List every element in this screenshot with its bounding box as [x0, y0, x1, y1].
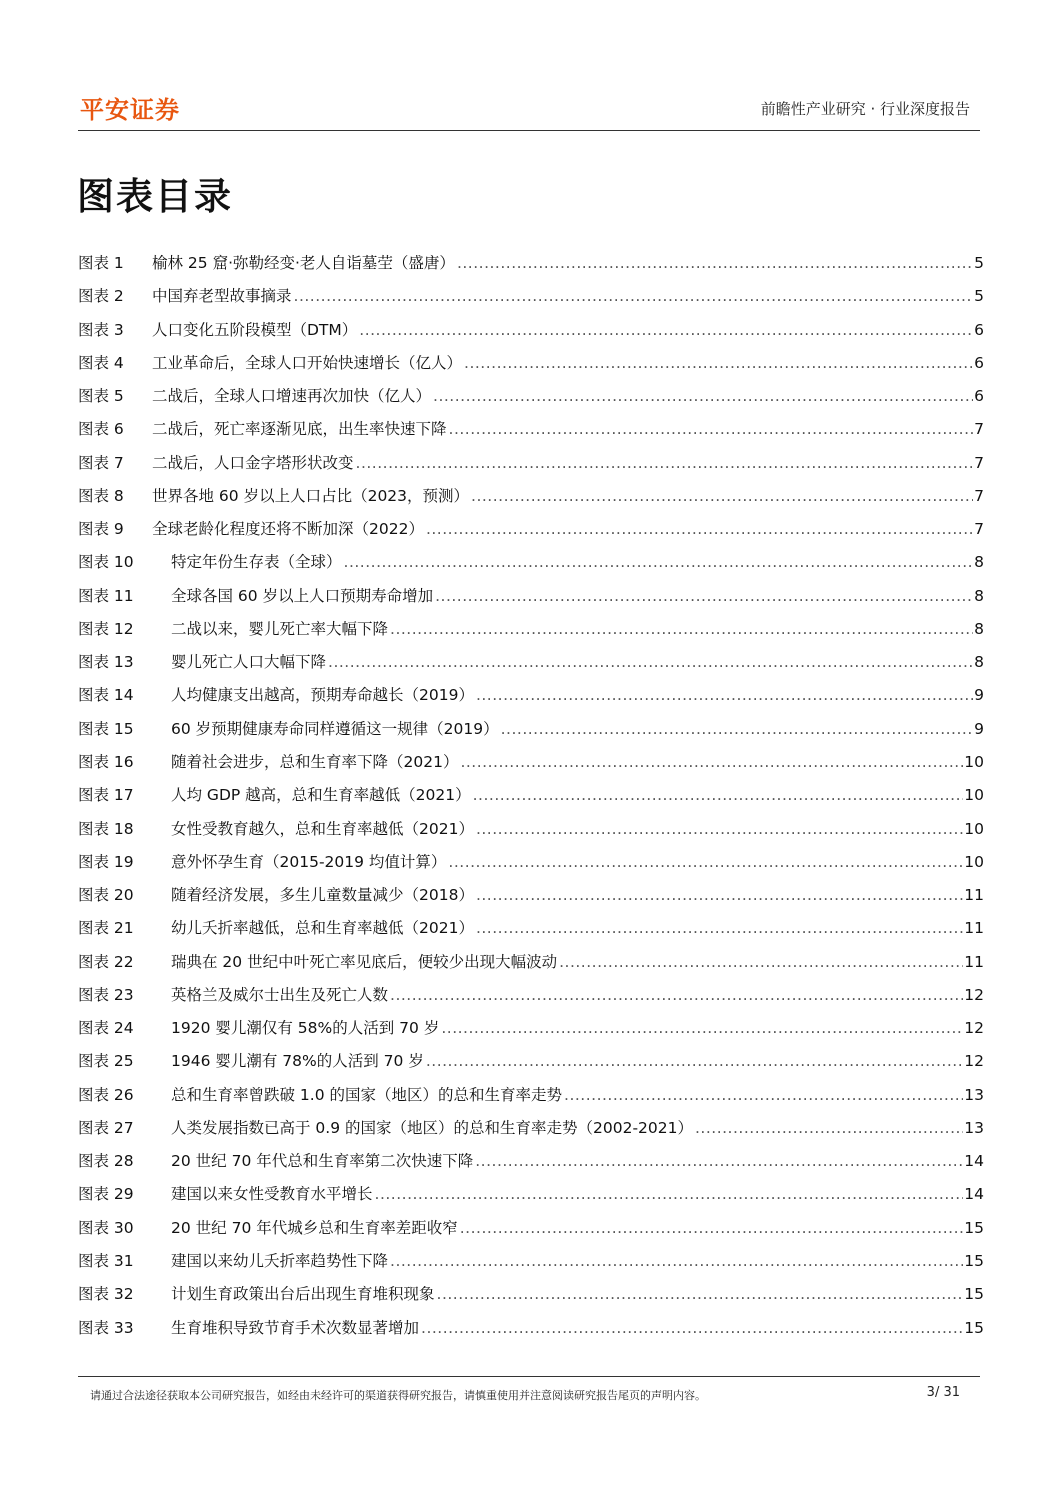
toc-entry-page: 12 [964, 1019, 984, 1038]
toc-entry[interactable] [78, 316, 984, 349]
toc-entry-label: 图表 14 [78, 686, 134, 705]
toc-entry-label: 图表 29 [78, 1185, 134, 1204]
toc-entry[interactable] [78, 415, 984, 448]
toc-entry-title: 人均 GDP 越高，总和生育率越低（2021） [171, 786, 471, 805]
toc-entry[interactable] [78, 1114, 984, 1147]
toc-entry[interactable] [78, 948, 984, 981]
toc-entry-title: 20 世纪 70 年代总和生育率第二次快速下降 [171, 1152, 474, 1171]
toc-entry[interactable] [78, 1047, 984, 1080]
toc-entry[interactable] [78, 781, 984, 814]
toc-dot-leader [435, 582, 973, 610]
toc-entry-page: 6 [974, 320, 984, 339]
toc-entry-label: 图表 3 [78, 320, 124, 339]
toc-entry[interactable] [78, 681, 984, 714]
toc-dot-leader [356, 449, 974, 477]
toc-entry-title: 工业革命后，全球人口开始快速增长（亿人） [152, 353, 463, 372]
toc-dot-leader [476, 681, 973, 709]
toc-entry-title: 总和生育率曾跌破 1.0 的国家（地区）的总和生育率走势 [171, 1085, 563, 1104]
toc-entry-page: 12 [964, 985, 984, 1004]
toc-dot-leader [464, 349, 973, 377]
toc-dot-leader [501, 715, 974, 743]
toc-entry-label: 图表 31 [78, 1251, 134, 1270]
toc-dot-leader [328, 648, 973, 676]
toc-dot-leader [294, 282, 974, 310]
toc-entry-title: 英格兰及威尔士出生及死亡人数 [171, 985, 389, 1004]
toc-entry-page: 7 [974, 486, 984, 505]
toc-entry-page: 12 [964, 1052, 984, 1071]
toc-entry-label: 图表 17 [78, 786, 134, 805]
toc-entry-page: 5 [974, 254, 984, 272]
toc-entry-page: 6 [974, 353, 984, 372]
toc-entry-page: 10 [964, 852, 984, 871]
toc-entry-label: 图表 27 [78, 1118, 134, 1137]
toc-entry[interactable] [78, 382, 984, 415]
toc-entry-title: 幼儿夭折率越低，总和生育率越低（2021） [171, 919, 474, 938]
toc-entry-label: 图表 5 [78, 387, 124, 406]
toc-entry-title: 人类发展指数已高于 0.9 的国家（地区）的总和生育率走势（2002-2021） [171, 1118, 693, 1137]
toc-entry-page: 10 [964, 786, 984, 805]
toc-entry[interactable] [78, 1014, 984, 1047]
toc-entry[interactable] [78, 1147, 984, 1180]
toc-entry-title: 二战以来，婴儿死亡率大幅下降 [171, 619, 389, 638]
toc-entry-page: 8 [974, 619, 984, 638]
toc-entry[interactable] [78, 1314, 984, 1347]
toc-entry-label: 图表 6 [78, 420, 124, 439]
toc-dot-leader [426, 515, 973, 543]
toc-entry[interactable] [78, 848, 984, 881]
page-header [78, 86, 980, 131]
toc-entry-label: 图表 4 [78, 353, 124, 372]
toc-entry-page: 8 [974, 553, 984, 572]
toc-entry[interactable] [78, 249, 984, 282]
toc-entry[interactable] [78, 914, 984, 947]
toc-entry-label: 图表 22 [78, 952, 134, 971]
toc-entry[interactable] [78, 1247, 984, 1280]
toc-entry-title: 意外怀孕生育（2015-2019 均值计算） [171, 852, 447, 871]
toc-entry-page: 11 [964, 952, 984, 971]
toc-entry-title: 婴儿死亡人口大幅下降 [171, 653, 327, 672]
toc-entry[interactable] [78, 349, 984, 382]
toc-entry-title: 人均健康支出越高，预期寿命越长（2019） [171, 686, 474, 705]
toc-dot-leader [457, 249, 973, 277]
toc-dot-leader [375, 1180, 964, 1208]
toc-entry-title: 建国以来幼儿夭折率趋势性下降 [171, 1251, 389, 1270]
toc-entry-title: 二战后，全球人口增速再次加快（亿人） [152, 387, 432, 406]
toc-entry-title: 全球各国 60 岁以上人口预期寿命增加 [171, 586, 434, 605]
report-type-label: 前瞻性产业研究 · 行业深度报告 [760, 100, 970, 118]
toc-entry-title: 全球老龄化程度还将不断加深（2022） [152, 520, 424, 539]
toc-dot-leader [476, 815, 963, 843]
toc-entry-page: 13 [964, 1085, 984, 1104]
toc-entry-page: 9 [974, 719, 984, 738]
toc-entry[interactable] [78, 282, 984, 315]
toc-entry-title: 计划生育政策出台后出现生育堆积现象 [171, 1285, 435, 1304]
toc-entry-label: 图表 16 [78, 752, 134, 771]
toc-entry-page: 9 [974, 686, 984, 705]
toc-entry-title: 1946 婴儿潮有 78%的人活到 70 岁 [171, 1052, 424, 1071]
toc-entry[interactable] [78, 748, 984, 781]
toc-entry-label: 图表 10 [78, 553, 134, 572]
toc-entry-page: 7 [974, 520, 984, 539]
toc-dot-leader [460, 1214, 964, 1242]
toc-entry-title: 生育堆积导致节育手术次数显著增加 [171, 1318, 420, 1337]
toc-entry[interactable] [78, 449, 984, 482]
toc-entry[interactable] [78, 615, 984, 648]
toc-entry[interactable] [78, 648, 984, 681]
toc-dot-leader [449, 415, 974, 443]
toc-entry-title: 20 世纪 70 年代城乡总和生育率差距收窄 [171, 1218, 458, 1237]
toc-entry-label: 图表 32 [78, 1285, 134, 1304]
toc-entry-title: 二战后，人口金字塔形状改变 [152, 453, 354, 472]
toc-entry-page: 13 [964, 1118, 984, 1137]
toc-entry-page: 15 [964, 1251, 984, 1270]
toc-entry-page: 7 [974, 420, 984, 439]
toc-entry-label: 图表 28 [78, 1152, 134, 1171]
toc-entry-title: 随着社会进步，总和生育率下降（2021） [171, 752, 459, 771]
toc-dot-leader [559, 948, 963, 976]
toc-entry-label: 图表 33 [78, 1318, 134, 1337]
toc-entry[interactable] [78, 515, 984, 548]
toc-dot-leader [695, 1114, 963, 1142]
toc-entry-title: 建国以来女性受教育水平增长 [171, 1185, 373, 1204]
table-of-figures [78, 249, 984, 1347]
toc-dot-leader [344, 548, 974, 576]
toc-dot-leader [359, 316, 973, 344]
toc-entry-page: 14 [964, 1152, 984, 1171]
toc-entry-label: 图表 18 [78, 819, 134, 838]
toc-entry[interactable] [78, 1180, 984, 1213]
toc-entry-page: 6 [974, 387, 984, 406]
toc-entry-label: 图表 1 [78, 254, 124, 272]
page-footer [78, 1376, 980, 1402]
toc-dot-leader [421, 1314, 963, 1342]
toc-entry-title: 世界各地 60 岁以上人口占比（2023，预测） [152, 486, 470, 505]
toc-dot-leader [476, 881, 963, 909]
toc-dot-leader [426, 1047, 963, 1075]
toc-entry-title: 60 岁预期健康寿命同样遵循这一规律（2019） [171, 719, 499, 738]
toc-dot-leader [390, 981, 963, 1009]
toc-entry-page: 10 [964, 752, 984, 771]
toc-dot-leader [433, 382, 973, 410]
toc-entry-label: 图表 21 [78, 919, 134, 938]
toc-dot-leader [471, 482, 973, 510]
toc-entry-label: 图表 24 [78, 1019, 134, 1038]
toc-dot-leader [460, 748, 963, 776]
toc-dot-leader [473, 781, 964, 809]
toc-dot-leader [437, 1280, 964, 1308]
toc-entry-label: 图表 23 [78, 985, 134, 1004]
toc-entry-page: 8 [974, 586, 984, 605]
toc-entry-label: 图表 13 [78, 653, 134, 672]
toc-entry-title: 1920 婴儿潮仅有 58%的人活到 70 岁 [171, 1019, 440, 1038]
toc-entry-label: 图表 11 [78, 586, 134, 605]
footer-disclaimer: 请通过合法途径获取本公司研究报告，如经由未经许可的渠道获得研究报告，请慎重使用并注意阅读研究报告尾页的声明内容。 [90, 1389, 706, 1402]
company-logo: 平安证券 [80, 96, 180, 124]
toc-entry[interactable] [78, 1280, 984, 1313]
toc-entry[interactable] [78, 582, 984, 615]
toc-entry-title: 随着经济发展，多生儿童数量减少（2018） [171, 886, 474, 905]
toc-entry-label: 图表 19 [78, 852, 134, 871]
page-number: 3/ 31 [926, 1385, 960, 1400]
toc-entry-label: 图表 7 [78, 453, 124, 472]
toc-entry-page: 15 [964, 1318, 984, 1337]
toc-entry-page: 10 [964, 819, 984, 838]
toc-entry-title: 女性受教育越久，总和生育率越低（2021） [171, 819, 474, 838]
toc-dot-leader [390, 1247, 963, 1275]
toc-entry-title: 二战后，死亡率逐渐见底，出生率快速下降 [152, 420, 447, 439]
toc-entry-title: 人口变化五阶段模型（DTM） [152, 320, 358, 339]
toc-entry-label: 图表 8 [78, 486, 124, 505]
toc-entry-page: 11 [964, 919, 984, 938]
toc-entry-label: 图表 9 [78, 520, 124, 539]
toc-entry-title: 中国弃老型故事摘录 [152, 287, 292, 306]
toc-entry-label: 图表 26 [78, 1085, 134, 1104]
toc-entry-page: 11 [964, 886, 984, 905]
toc-entry[interactable] [78, 981, 984, 1014]
toc-entry-label: 图表 20 [78, 886, 134, 905]
toc-entry-page: 7 [974, 453, 984, 472]
toc-dot-leader [441, 1014, 963, 1042]
toc-entry-label: 图表 15 [78, 719, 134, 738]
toc-entry-title: 榆林 25 窟·弥勒经变·老人自诣墓茔（盛唐） [152, 254, 455, 272]
toc-entry[interactable] [78, 1081, 984, 1114]
toc-dot-leader [564, 1081, 963, 1109]
toc-entry[interactable] [78, 1214, 984, 1247]
toc-entry[interactable] [78, 715, 984, 748]
toc-entry[interactable] [78, 815, 984, 848]
toc-dot-leader [448, 848, 963, 876]
toc-entry-label: 图表 25 [78, 1052, 134, 1071]
toc-entry-label: 图表 12 [78, 619, 134, 638]
toc-entry[interactable] [78, 548, 984, 581]
toc-entry[interactable] [78, 482, 984, 515]
toc-entry-title: 瑞典在 20 世纪中叶死亡率见底后，便较少出现大幅波动 [171, 952, 558, 971]
toc-entry[interactable] [78, 881, 984, 914]
toc-entry-page: 14 [964, 1185, 984, 1204]
toc-entry-page: 15 [964, 1218, 984, 1237]
toc-dot-leader [475, 1147, 963, 1175]
toc-dot-leader [390, 615, 973, 643]
toc-entry-label: 图表 30 [78, 1218, 134, 1237]
toc-entry-page: 15 [964, 1285, 984, 1304]
toc-entry-label: 图表 2 [78, 287, 124, 306]
toc-entry-title: 特定年份生存表（全球） [171, 553, 342, 572]
toc-entry-page: 5 [974, 287, 984, 306]
toc-dot-leader [476, 914, 963, 942]
toc-entry-page: 8 [974, 653, 984, 672]
page-title: 图表目录 [77, 175, 233, 218]
